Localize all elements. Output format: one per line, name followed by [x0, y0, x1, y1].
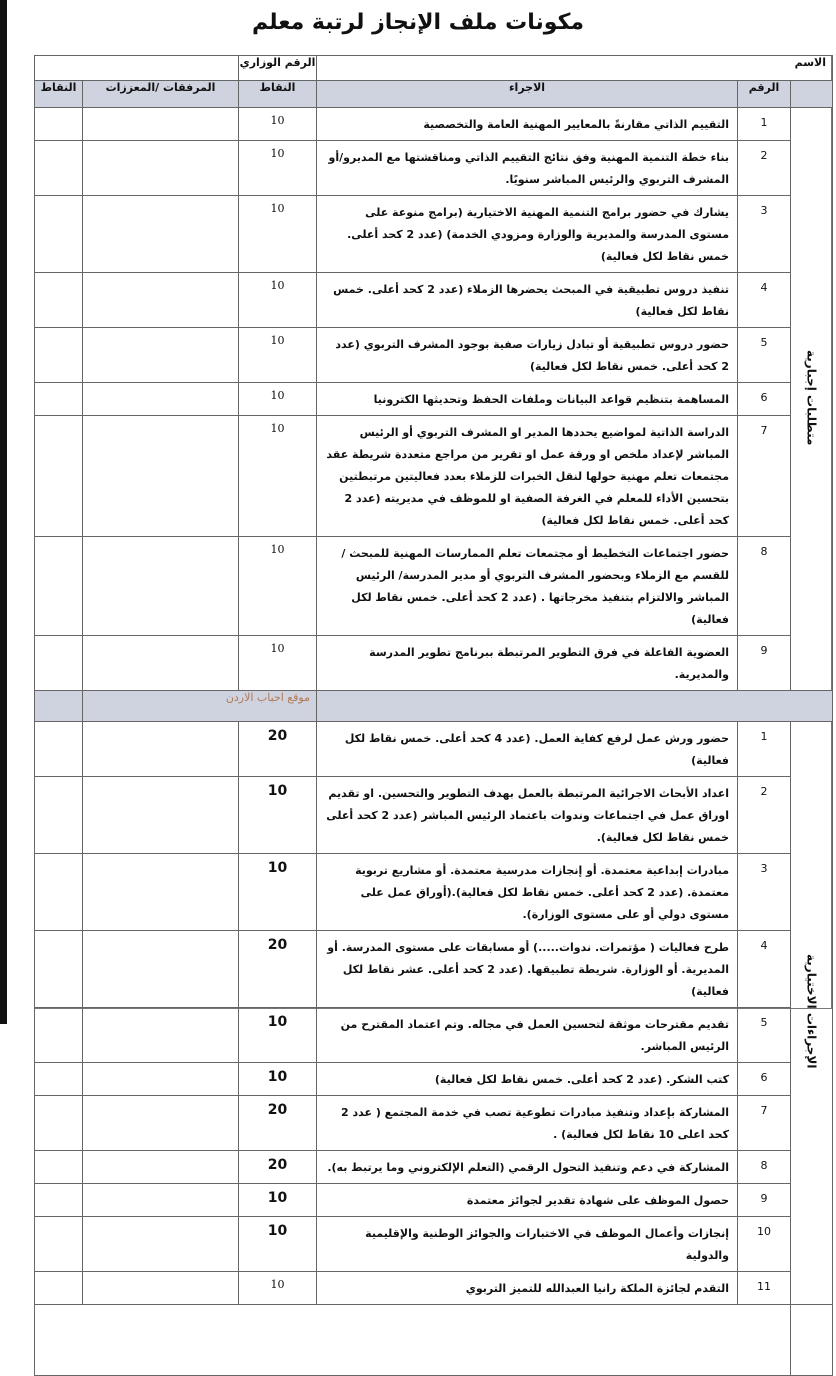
row-points-earned-field[interactable] [35, 537, 83, 636]
row-points-earned-field[interactable] [35, 1272, 83, 1305]
row-attachments-field[interactable] [83, 108, 239, 141]
row-points: 10 [239, 383, 317, 416]
row-action: العضوية الفاعلة في فرق التطوير المرتبطة ببرنامج تطوير المدرسة والمديرية. [317, 636, 738, 691]
blank-side-cell [791, 1305, 833, 1376]
achievement-file-table [34, 55, 833, 1376]
row-number: 2 [738, 141, 791, 196]
row-points-earned-field[interactable] [35, 383, 83, 416]
row-points-earned-field[interactable] [35, 931, 83, 1008]
row-action: حصول الموظف على شهادة تقدير لجوائز معتمدة [317, 1184, 738, 1217]
table-row [35, 1063, 833, 1096]
row-number: 7 [738, 1096, 791, 1151]
row-points-earned-field[interactable] [35, 1217, 83, 1272]
table-row [35, 1151, 833, 1184]
row-number: 4 [738, 931, 791, 1008]
table-row [35, 636, 833, 691]
row-points-earned-field[interactable] [35, 854, 83, 931]
row-points: 20 [239, 931, 317, 1008]
band-cell [317, 691, 833, 722]
row-attachments-field[interactable] [83, 1151, 239, 1184]
row-points-earned-field[interactable] [35, 1184, 83, 1217]
row-attachments-field[interactable] [83, 1008, 239, 1063]
table-row [35, 1184, 833, 1217]
row-number: 5 [738, 328, 791, 383]
row-attachments-field[interactable] [83, 537, 239, 636]
row-points: 10 [239, 141, 317, 196]
row-attachments-field[interactable] [83, 1217, 239, 1272]
row-attachments-field[interactable] [83, 854, 239, 931]
row-action: حضور دروس تطبيقية أو تبادل زيارات صفية بوجود المشرف التربوي (عدد 2 كحد أعلى. خمس نقاط لكل فعالية) [317, 328, 738, 383]
table-row [35, 854, 833, 931]
row-points-earned-field[interactable] [35, 1151, 83, 1184]
name-label[interactable]: الاسم [317, 56, 833, 81]
ministry-number-label[interactable]: الرقم الوزاري [239, 56, 317, 81]
row-number: 11 [738, 1272, 791, 1305]
section-divider-band [35, 691, 833, 722]
row-points: 20 [239, 1151, 317, 1184]
section-label-cell [791, 108, 833, 691]
row-points-earned-field[interactable] [35, 328, 83, 383]
row-points: 10 [239, 328, 317, 383]
name-row [35, 56, 833, 81]
table-row [35, 416, 833, 537]
row-points-earned-field[interactable] [35, 1096, 83, 1151]
table-row [35, 777, 833, 854]
col-header-action: الاجراء [317, 81, 738, 108]
row-number: 9 [738, 1184, 791, 1217]
row-action: المشاركة بإعداد وتنفيذ مبادرات تطوعية تصب في خدمة المجتمع ( عدد 2 كحد اعلى 10 نقاط لكل فعالية) . [317, 1096, 738, 1151]
row-number: 6 [738, 383, 791, 416]
col-header-points-earned: النقاط [35, 81, 83, 108]
row-number: 7 [738, 416, 791, 537]
table-row [35, 273, 833, 328]
row-action: التقدم لجائزة الملكة رانيا العبدالله للتميز التربوي [317, 1272, 738, 1305]
row-points: 10 [239, 1063, 317, 1096]
row-attachments-field[interactable] [83, 636, 239, 691]
row-points: 10 [239, 636, 317, 691]
row-points: 10 [239, 854, 317, 931]
row-action: إنجازات وأعمال الموظف في الاختبارات والجوائز الوطنية والإقليمية والدولية [317, 1217, 738, 1272]
row-action: تقديم مقترحات موثقة لتحسين العمل في مجاله. وتم اعتماد المقترح من الرئيس المباشر. [317, 1008, 738, 1063]
row-points-earned-field[interactable] [35, 416, 83, 537]
row-action: التقييم الذاتي مقارنةً بالمعايير المهنية العامة والتخصصية [317, 108, 738, 141]
section-label: متطلبات إجبارية [804, 349, 819, 446]
table-row [35, 1096, 833, 1151]
row-number: 3 [738, 854, 791, 931]
table-row [35, 328, 833, 383]
row-number: 3 [738, 196, 791, 273]
blank-footer-row [35, 1305, 833, 1376]
row-action: تنفيذ دروس تطبيقية في المبحث يحضرها الزملاء (عدد 2 كحد أعلى. خمس نقاط لكل فعالية) [317, 273, 738, 328]
column-header-row [35, 81, 833, 108]
section-label: الإجراءات الاختيارية [804, 954, 819, 1069]
row-points: 20 [239, 722, 317, 777]
row-number: 5 [738, 1008, 791, 1063]
row-attachments-field[interactable] [83, 416, 239, 537]
row-points: 10 [239, 1184, 317, 1217]
page-title: مكونات ملف الإنجاز لرتبة معلم [251, 10, 585, 35]
table-row [35, 108, 833, 141]
col-header-number: الرقم [738, 81, 791, 108]
row-points: 10 [239, 537, 317, 636]
watermark-text: موقع احباب الاردن [83, 691, 317, 722]
row-points-earned-field[interactable] [35, 196, 83, 273]
row-attachments-field[interactable] [83, 196, 239, 273]
row-action: حضور ورش عمل لرفع كفاية العمل. (عدد 4 كحد أعلى. خمس نقاط لكل فعالية) [317, 722, 738, 777]
row-points: 10 [239, 1008, 317, 1063]
row-action: حضور اجتماعات التخطيط أو مجتمعات تعلم الممارسات المهنية للمبحث / للقسم مع الزملاء وبحضور المشرف التربوي أو مدير المدرسة/ الرئيس المباشر والالتزام بتنفيذ مخرجاتها . (عدد 2 كحد أعلى. خمس نقاط لكل فعالية) [317, 537, 738, 636]
table-row [35, 196, 833, 273]
row-points-earned-field[interactable] [35, 777, 83, 854]
blank-footer-cell [35, 1305, 791, 1376]
row-points: 10 [239, 196, 317, 273]
row-number: 9 [738, 636, 791, 691]
row-attachments-field[interactable] [83, 328, 239, 383]
row-action: يشارك في حضور برامج التنمية المهنية الاختيارية (برامج منوعة على مستوى المدرسة والمديرية والوزارة ومزودي الخدمة) (عدد 2 كحد أعلى. خمس نقاط لكل فعالية) [317, 196, 738, 273]
row-points-earned-field[interactable] [35, 141, 83, 196]
row-points: 10 [239, 1217, 317, 1272]
row-attachments-field[interactable] [83, 273, 239, 328]
row-number: 6 [738, 1063, 791, 1096]
table-row [35, 141, 833, 196]
band-cell [35, 691, 83, 722]
row-number: 1 [738, 108, 791, 141]
row-points-earned-field[interactable] [35, 722, 83, 777]
row-number: 8 [738, 1151, 791, 1184]
row-number: 4 [738, 273, 791, 328]
row-attachments-field[interactable] [83, 777, 239, 854]
row-points: 20 [239, 1096, 317, 1151]
table-row [35, 383, 833, 416]
row-points-earned-field[interactable] [35, 273, 83, 328]
row-attachments-field[interactable] [83, 722, 239, 777]
table-row [35, 1008, 833, 1063]
row-number: 8 [738, 537, 791, 636]
row-action: مبادرات إبداعية معتمدة. أو إنجازات مدرسية معتمدة. أو مشاريع تربوية معتمدة. (عدد 2 كحد أعلى. خمس نقاط لكل فعالية).(أوراق عمل على مستوى دولي أو على مستوى الوزارة). [317, 854, 738, 931]
row-points: 10 [239, 416, 317, 537]
row-attachments-field[interactable] [83, 1184, 239, 1217]
table-row [35, 537, 833, 636]
table-row [35, 722, 833, 777]
row-action: طرح فعاليات ( مؤتمرات. ندوات.....) أو مسابقات على مستوى المدرسة. أو المديرية. أو الوزارة. شريطة تطبيقها. (عدد 2 كحد أعلى. عشر نقاط لكل فعالية) [317, 931, 738, 1008]
page-edge-shadow [0, 0, 7, 1024]
table-row [35, 1272, 833, 1305]
row-points: 10 [239, 108, 317, 141]
row-number: 10 [738, 1217, 791, 1272]
table-row [35, 1217, 833, 1272]
row-attachments-field[interactable] [83, 1063, 239, 1096]
row-points-earned-field[interactable] [35, 636, 83, 691]
row-number: 1 [738, 722, 791, 777]
row-action: بناء خطة التنمية المهنية وفق نتائج التقييم الذاتي ومناقشتها مع المديرو/أو المشرف التربوي والرئيس المباشر سنويًا. [317, 141, 738, 196]
section-label-cell [791, 722, 833, 1305]
row-attachments-field[interactable] [83, 1272, 239, 1305]
row-attachments-field[interactable] [83, 931, 239, 1008]
row-points: 10 [239, 777, 317, 854]
table-row [35, 931, 833, 1008]
row-action: الدراسة الذاتية لمواضيع يحددها المدير او المشرف التربوي أو الرئيس المباشر لإعداد ملخص او ورقة عمل او تقرير من مراجع متعددة شريطة عقد مجتمعات تعلم مهنية حولها لنقل الخبرات للزملاء بعدد فعاليتين مرتبطتين بتحسين الأداء للمعلم في الغرفة الصفية او للموظف في مديريته (عدد 2 كحد أعلى. خمس نقاط لكل فعالية) [317, 416, 738, 537]
row-points-earned-field[interactable] [35, 1063, 83, 1096]
row-action: المشاركة في دعم وتنفيذ التحول الرقمي (التعلم الإلكتروني وما يرتبط به). [317, 1151, 738, 1184]
row-points-earned-field[interactable] [35, 1008, 83, 1063]
row-attachments-field[interactable] [83, 141, 239, 196]
row-points-earned-field[interactable] [35, 108, 83, 141]
side-header-cell [791, 81, 833, 108]
row-attachments-field[interactable] [83, 383, 239, 416]
row-action: اعداد الأبحاث الاجرائية المرتبطة بالعمل بهدف التطوير والتحسين. او تقديم اوراق عمل في اجتماعات وندوات باعتماد الرئيس المباشر (عدد 2 كحد أعلى خمس نقاط لكل فعالية). [317, 777, 738, 854]
row-number: 2 [738, 777, 791, 854]
col-header-points: النقاط [239, 81, 317, 108]
col-header-attachments: المرفقات /المعززات [83, 81, 239, 108]
row-points: 10 [239, 1272, 317, 1305]
row-attachments-field[interactable] [83, 1096, 239, 1151]
ministry-number-field[interactable] [35, 56, 239, 81]
row-action: كتب الشكر. (عدد 2 كحد أعلى. خمس نقاط لكل فعالية) [317, 1063, 738, 1096]
row-points: 10 [239, 273, 317, 328]
row-action: المساهمة بتنظيم قواعد البيانات وملفات الحفظ وتحديثها الكترونيا [317, 383, 738, 416]
